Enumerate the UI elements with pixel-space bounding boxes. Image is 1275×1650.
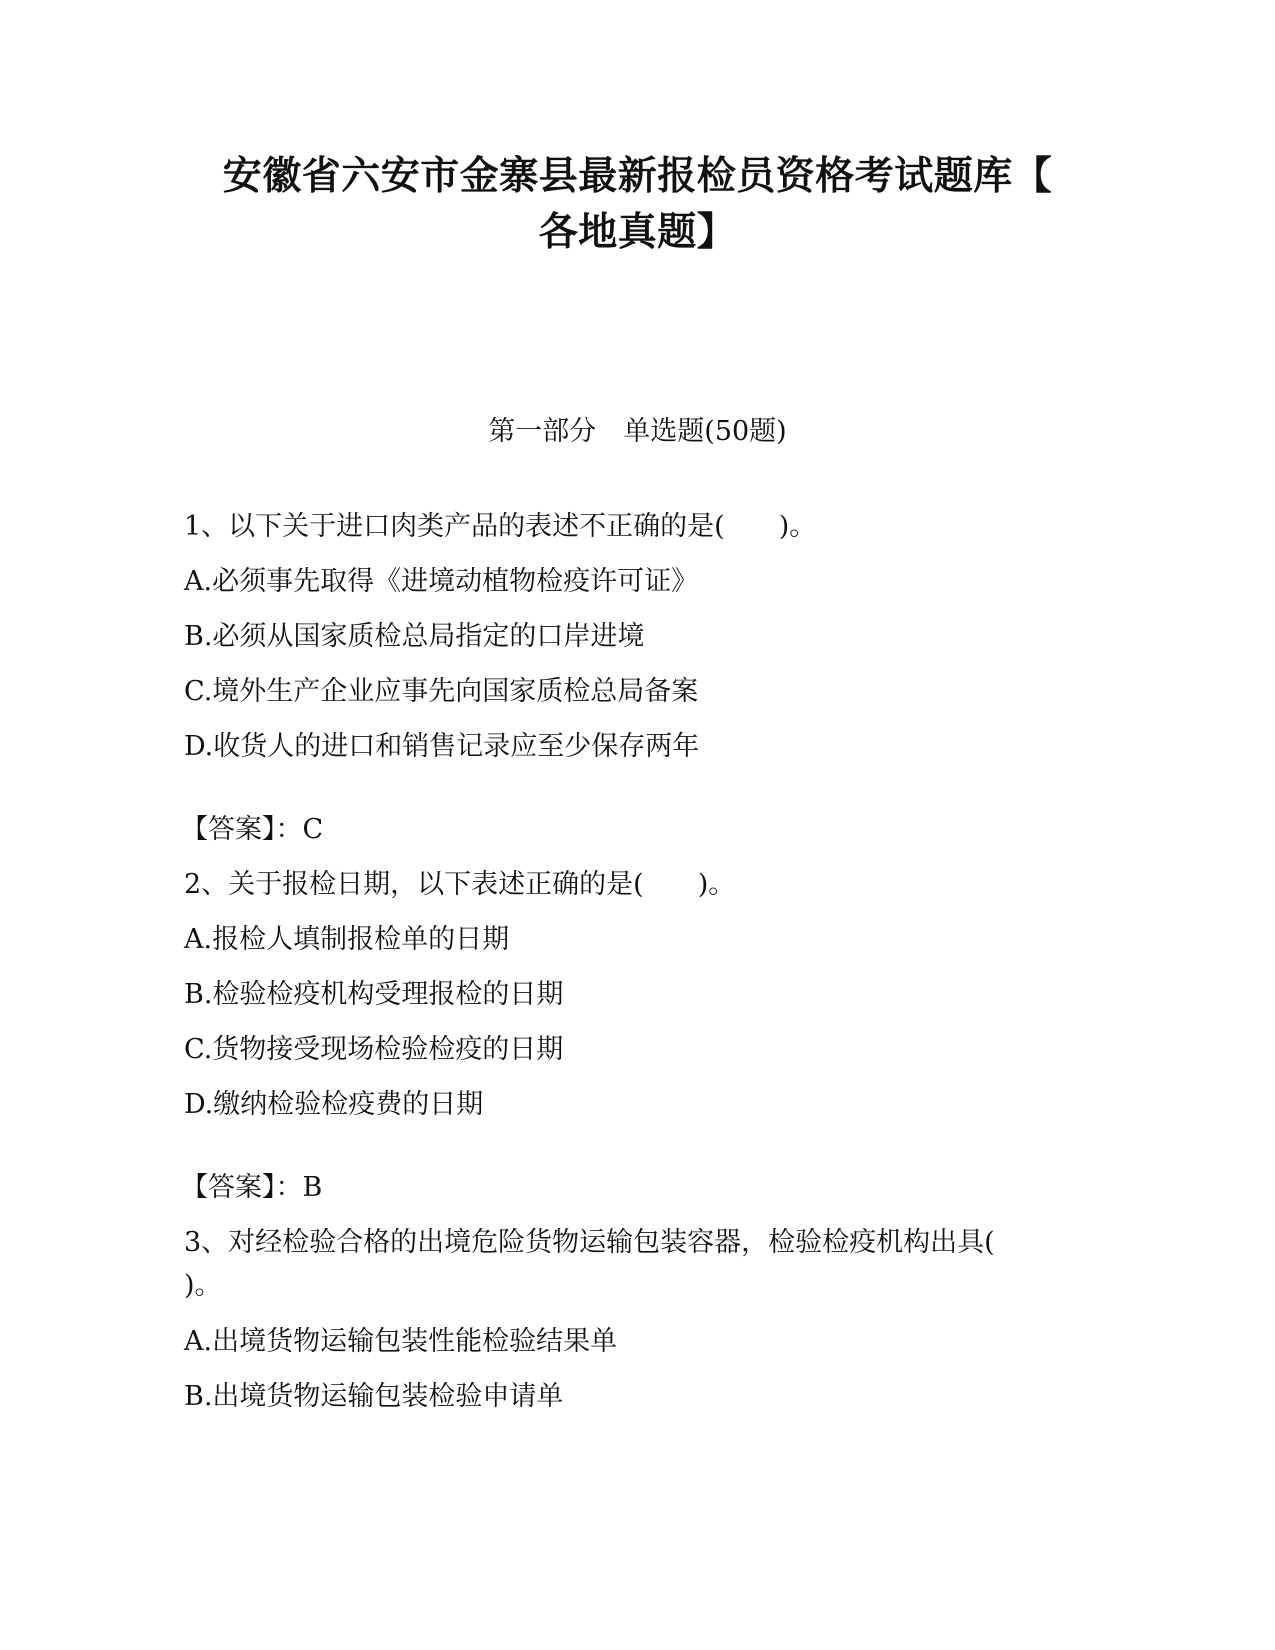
question-stem xyxy=(184,1226,1074,1303)
option-a: A.必须事先取得《进境动植物检疫许可证》 xyxy=(184,566,699,597)
question-3 xyxy=(184,1226,1074,1414)
document-title xyxy=(150,148,1125,260)
option-c: C.货物接受现场检验检疫的日期 xyxy=(184,1034,564,1065)
question-1 xyxy=(181,510,1074,847)
answer-label: 【答案】：B xyxy=(181,1172,323,1203)
option-c: C.境外生产企业应事先向国家质检总局备案 xyxy=(184,676,699,707)
question-stem-line: )。 xyxy=(184,1270,222,1301)
question-stem xyxy=(184,510,1074,544)
question-stem-line: 1、以下关于进口肉类产品的表述不正确的是( )。 xyxy=(184,511,817,542)
option-d: D.缴纳检验检疫费的日期 xyxy=(184,1089,484,1120)
option-b: B.出境货物运输包装检验申请单 xyxy=(184,1381,564,1412)
option-a: A.出境货物运输包装性能检验结果单 xyxy=(184,1326,618,1357)
document-title-line-2: 各地真题】 xyxy=(538,209,737,255)
option-b: B.必须从国家质检总局指定的口岸进境 xyxy=(184,621,645,652)
section-heading: 第一部分 单选题(50题) xyxy=(488,416,787,447)
option-b: B.检验检疫机构受理报检的日期 xyxy=(184,979,564,1010)
answer-label: 【答案】：C xyxy=(181,814,324,845)
question-2 xyxy=(181,868,1074,1205)
document-title-line-1: 安徽省六安市金寨县最新报检员资格考试题库【 xyxy=(222,153,1053,199)
question-stem-line: 3、对经检验合格的出境危险货物运输包装容器，检验检疫机构出具( xyxy=(184,1227,995,1258)
question-list xyxy=(181,510,1074,1435)
question-stem xyxy=(184,868,1074,902)
option-a: A.报检人填制报检单的日期 xyxy=(184,924,510,955)
question-stem-line: 2、关于报检日期，以下表述正确的是( )。 xyxy=(184,869,736,900)
option-d: D.收货人的进口和销售记录应至少保存两年 xyxy=(184,731,700,762)
